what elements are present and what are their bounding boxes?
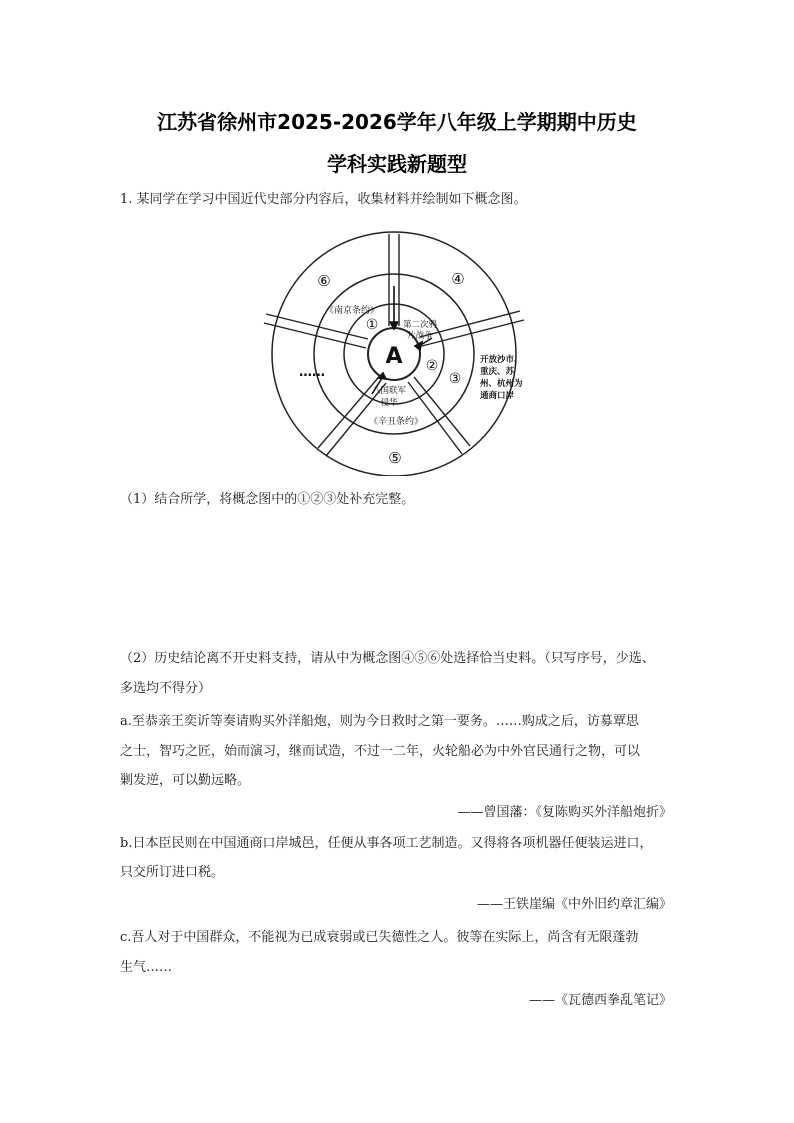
diagram-circle-3: ③ bbox=[448, 371, 462, 387]
diagram-label-nanjing: 《南京条约》 bbox=[324, 306, 380, 316]
material-b-line-2: 只交所订进口税。 bbox=[120, 865, 225, 880]
diagram-label-opium-2: 片战争 bbox=[407, 331, 433, 341]
question-1-stem: 1. 某同学在学习中国近代史部分内容后，收集材料并绘制如下概念图。 bbox=[120, 192, 527, 207]
diagram-circle-4: ④ bbox=[451, 270, 465, 288]
diagram-circle-5: ⑤ bbox=[388, 449, 402, 467]
material-a-line-3: 剿发逆，可以勤远略。 bbox=[120, 773, 251, 788]
question-1-sub-1: （1）结合所学，将概念图中的①②③处补充完整。 bbox=[120, 492, 415, 507]
page-title-line-1: 江苏省徐州市2025-2026学年八年级上学期期中历史 bbox=[157, 110, 637, 134]
question-1-sub-2-line-1: （2）历史结论离不开史料支持，请从中为概念图④⑤⑥处选择恰当史料。（只写序号，少选、 bbox=[120, 651, 655, 666]
diagram-label-ports-1: 开放沙市、 bbox=[480, 355, 523, 365]
material-a-line-1: a.至恭亲王奕䜣等奏请购买外洋船炮，则为今日救时之第一要务。……购成之后，访募覃思 bbox=[120, 714, 639, 729]
diagram-label-xinchou: 《辛丑条约》 bbox=[368, 417, 424, 427]
diagram-circle-6: ⑥ bbox=[317, 272, 331, 290]
diagram-label-opium-1: 第二次鸦 bbox=[402, 320, 438, 330]
material-a-source: ——曾国藩：《复陈购买外洋船炮折》 bbox=[457, 805, 672, 820]
diagram-label-dots: …… bbox=[299, 365, 325, 380]
diagram-center-label: A bbox=[385, 344, 403, 369]
diagram-label-allied-1: 八国联军 bbox=[371, 386, 407, 396]
diagram-label-ports-2: 重庆、苏 bbox=[480, 367, 515, 377]
question-1-sub-2-line-2: 多选均不得分） bbox=[120, 681, 212, 696]
concept-diagram bbox=[262, 226, 534, 476]
diagram-circle-1: ① bbox=[365, 317, 379, 333]
diagram-label-allied-2: 侵华 bbox=[380, 398, 398, 408]
diagram-circle-2: ② bbox=[425, 358, 439, 374]
material-c-line-2: 生气…… bbox=[120, 960, 173, 975]
material-c-line-1: c.吾人对于中国群众，不能视为已成衰弱或已失德性之人。彼等在实际上，尚含有无限蓬勃 bbox=[120, 930, 639, 945]
material-b-source: ——王铁崖编《中外旧约章汇编》 bbox=[476, 897, 672, 912]
material-a-line-2: 之士，智巧之匠，始而演习，继而试造，不过一二年，火轮船必为中外官民通行之物，可以 bbox=[120, 744, 641, 759]
diagram-label-ports-4: 通商口岸 bbox=[480, 391, 515, 401]
material-b-line-1: b.日本臣民则在中国通商口岸城邑，任便从事各项工艺制造。又得将各项机器任便装运进口， bbox=[120, 836, 653, 851]
diagram-label-ports-3: 州、杭州为 bbox=[480, 379, 523, 389]
material-c-source: ——《瓦德西拳乱笔记》 bbox=[528, 993, 672, 1008]
page-title-line-2: 学科实践新题型 bbox=[327, 152, 467, 176]
